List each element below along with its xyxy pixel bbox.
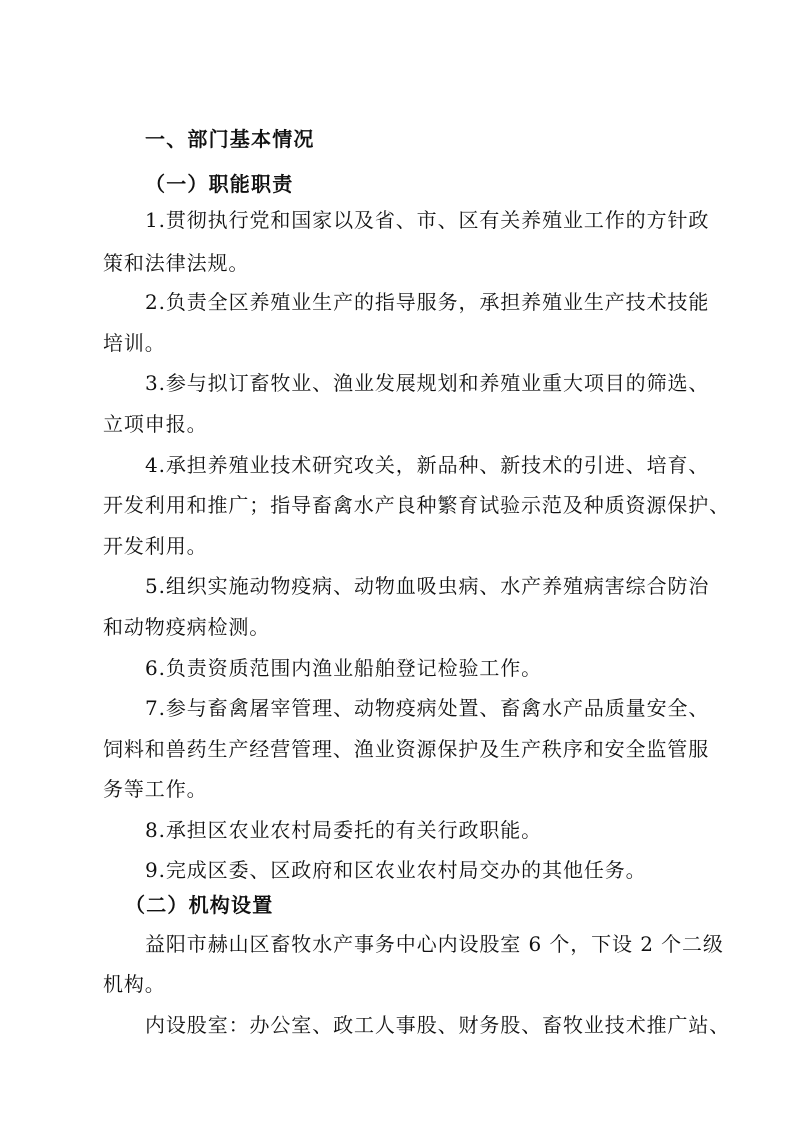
duty-1-line-1: 1.贯彻执行党和国家以及省、市、区有关养殖业工作的方针政 <box>145 208 710 232</box>
duty-7-line-1: 7.参与畜禽屠宰管理、动物疫病处置、畜禽水产品质量安全、 <box>145 696 710 720</box>
departments-paragraph-line-1: 内设股室：办公室、政工人事股、财务股、畜牧业技术推广站、 <box>145 1013 731 1037</box>
duty-1-line-2: 策和法律法规。 <box>103 251 250 275</box>
subsection-heading-duties: （一）职能职责 <box>145 172 294 196</box>
duty-7-line-2: 饲料和兽药生产经营管理、渔业资源保护及生产秩序和安全监管服 <box>103 737 710 761</box>
duty-4-line-3: 开发利用。 <box>103 534 208 558</box>
subsection-heading-organization: （二）机构设置 <box>125 893 274 917</box>
duty-4-line-1: 4.承担养殖业技术研究攻关，新品种、新技术的引进、培育、 <box>145 453 710 477</box>
duty-9-line-1: 9.完成区委、区政府和区农业农村局交办的其他任务。 <box>145 858 647 882</box>
org-paragraph-line-1: 益阳市赫山区畜牧水产事务中心内设股室 6 个，下设 2 个二级 <box>145 932 724 956</box>
duty-4-line-2: 开发利用和推广；指导畜禽水产良种繁育试验示范及种质资源保护、 <box>103 493 730 517</box>
duty-8-line-1: 8.承担区农业农村局委托的有关行政职能。 <box>145 818 543 842</box>
section-heading: 一、部门基本情况 <box>145 127 315 151</box>
duty-2-line-2: 培训。 <box>103 331 166 355</box>
duty-6-line-1: 6.负责资质范围内渔业船舶登记检验工作。 <box>145 656 543 680</box>
duty-2-line-1: 2.负责全区养殖业生产的指导服务，承担养殖业生产技术技能 <box>145 290 710 314</box>
duty-3-line-1: 3.参与拟订畜牧业、渔业发展规划和养殖业重大项目的筛选、 <box>145 371 710 395</box>
duty-5-line-1: 5.组织实施动物疫病、动物血吸虫病、水产养殖病害综合防治 <box>145 574 710 598</box>
duty-3-line-2: 立项申报。 <box>103 412 208 436</box>
duty-5-line-2: 和动物疫病检测。 <box>103 615 271 639</box>
org-paragraph-line-2: 机构。 <box>103 972 166 996</box>
duty-7-line-3: 务等工作。 <box>103 777 208 801</box>
